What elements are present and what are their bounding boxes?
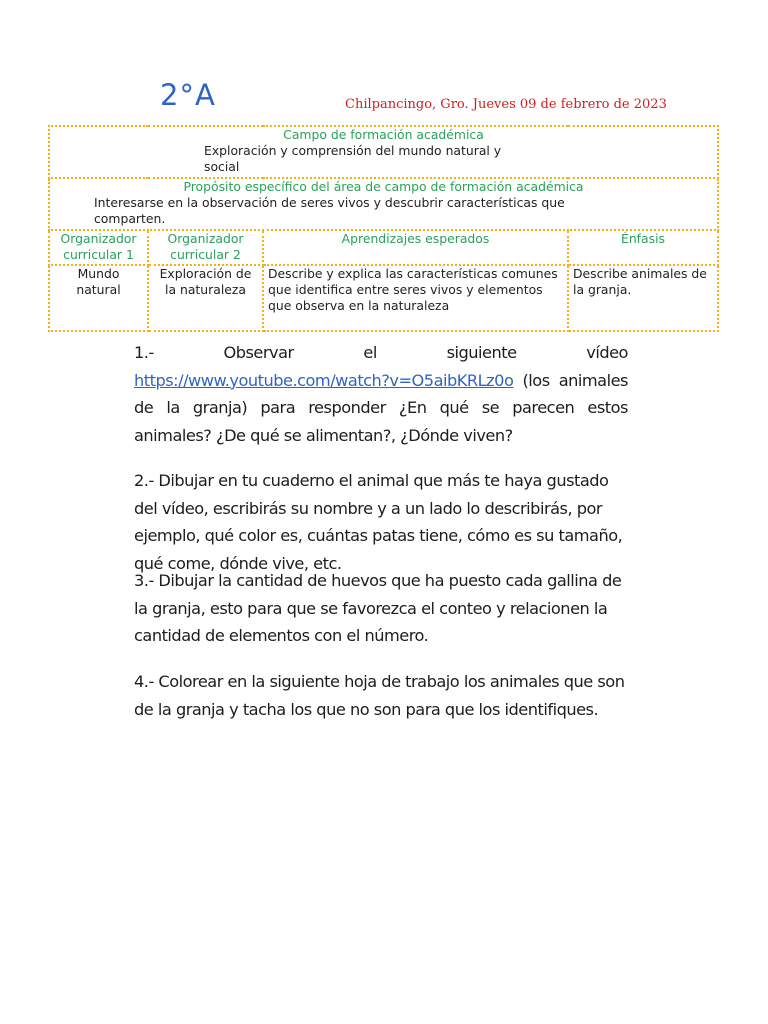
purpose-value: Interesarse en la observación de seres vivos y descubrir características que comparten. — [94, 195, 565, 226]
activity-2: 2.- Dibujar en tu cuaderno el animal que más te haya gustado del vídeo, escribirás su nombre y a un lado lo describirás, por ejemplo, qué color es, cuántas patas tiene, cómo es su tamaño, qué come, dónde vive, etc. — [134, 471, 623, 573]
activity-1-word: siguiente — [446, 343, 517, 362]
activity-1-word: vídeo — [586, 343, 628, 362]
field-value-line2: social — [204, 159, 240, 174]
cell-organizador-2: Exploración de la naturaleza — [148, 265, 263, 331]
grade-label: 2°A — [160, 78, 216, 112]
field-title: Campo de formación académica — [283, 127, 484, 142]
purpose-cell — [49, 178, 718, 230]
purpose-title: Propósito específico del área de campo de formación académica — [183, 179, 584, 194]
activity-1-first-line — [134, 339, 628, 367]
activity-1 — [134, 339, 628, 449]
cell-organizador-1: Mundo natural — [49, 265, 148, 331]
video-link[interactable]: https://www.youtube.com/watch?v=O5aibKRLz0o — [134, 370, 514, 390]
activity-1-word: Observar — [223, 343, 294, 362]
field-cell — [49, 126, 718, 178]
field-value-line1: Exploración y comprensión del mundo natural y — [204, 143, 502, 158]
cell-aprendizajes: Describe y explica las características comunes que identifica entre seres vivos y elementos que observa en la naturaleza — [263, 265, 568, 331]
header-enfasis: Énfasis — [568, 230, 718, 265]
cell-enfasis: Describe animales de la granja. — [568, 265, 718, 331]
activity-1-text: (los animales de la granja) para responder ¿En qué se parecen estos animales? ¿De qué se alimentan?, ¿Dónde viven? — [134, 370, 628, 445]
planning-table — [48, 125, 719, 332]
activity-1-word: el — [363, 343, 377, 362]
date-line: Chilpancingo, Gro. Jueves 09 de febrero de 2023 — [345, 97, 667, 112]
header-organizador-2: Organizador curricular 2 — [148, 230, 263, 265]
activity-4: 4.- Colorear en la siguiente hoja de trabajo los animales que son de la granja y tacha los que no son para que los identifiques. — [134, 672, 625, 719]
activity-3: 3.- Dibujar la cantidad de huevos que ha puesto cada gallina de la granja, esto para que se favorezca el conteo y relacionen la cantidad de elementos con el número. — [134, 571, 622, 646]
activity-1-word: 1.- — [134, 343, 154, 362]
header-organizador-1: Organizador curricular 1 — [49, 230, 148, 265]
header-aprendizajes: Aprendizajes esperados — [263, 230, 568, 265]
